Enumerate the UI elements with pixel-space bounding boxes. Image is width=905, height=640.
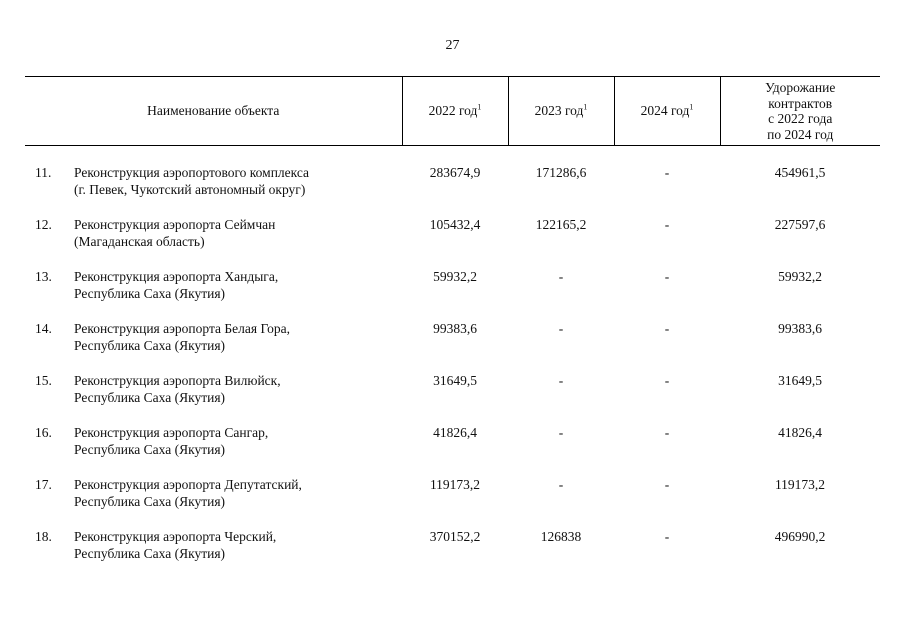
value-2023: - [558, 373, 564, 388]
value-2022: 119173,2 [429, 477, 481, 492]
row-number: 16. [35, 425, 52, 440]
header-total-line: контрактов [768, 95, 833, 111]
object-name-line: Республика Саха (Якутия) [74, 442, 226, 457]
object-name-line: Республика Саха (Якутия) [74, 286, 226, 301]
row-number: 15. [35, 373, 52, 388]
row-number: 17. [35, 477, 52, 492]
row-number: 11. [35, 165, 52, 180]
object-name-line: (Магаданская область) [74, 234, 205, 249]
table-row [25, 424, 880, 476]
object-name [74, 372, 402, 406]
header-name [25, 77, 402, 146]
value-2022: 99383,6 [433, 321, 477, 336]
object-name-line: Республика Саха (Якутия) [74, 338, 226, 353]
name-cell [25, 164, 402, 216]
header-2022-label: 2022 год [428, 103, 478, 118]
table-body [25, 146, 880, 581]
name-cell [25, 476, 402, 528]
object-name-line: Реконструкция аэропорта Черский, [74, 529, 277, 544]
value-total: 496990,2 [774, 529, 826, 544]
value-2023: - [558, 321, 564, 336]
name-cell [25, 424, 402, 476]
header-total-line: Удорожание [765, 80, 836, 95]
header-total-line: по 2024 год [767, 126, 834, 142]
value-2022: 105432,4 [429, 217, 481, 232]
object-name-line: Реконструкция аэропорта Белая Гора, [74, 321, 290, 336]
header-2023-label: 2023 год [534, 103, 584, 118]
value-total: 59932,2 [778, 269, 822, 284]
table-row [25, 268, 880, 320]
header-total [720, 77, 880, 146]
object-name [74, 320, 402, 354]
row-number: 18. [35, 529, 52, 544]
value-total: 227597,6 [774, 217, 826, 232]
table-row [25, 372, 880, 424]
header-total-line: с 2022 года [768, 111, 833, 126]
row-number: 13. [35, 269, 52, 284]
header-2024-label: 2024 год [640, 103, 690, 118]
header-2022 [402, 77, 508, 146]
header-row [25, 77, 880, 146]
object-name-line: Реконструкция аэропорта Вилюйск, [74, 373, 281, 388]
value-total: 41826,4 [778, 425, 822, 440]
table-row [25, 320, 880, 372]
footnote-mark: 1 [689, 102, 694, 112]
value-2022: 283674,9 [429, 165, 481, 180]
value-total: 119173,2 [774, 477, 826, 492]
object-name-line: (г. Певек, Чукотский автономный округ) [74, 182, 306, 197]
object-name [74, 424, 402, 458]
object-name [74, 528, 402, 562]
object-name-line: Реконструкция аэропорта Депутатский, [74, 477, 302, 492]
object-name [74, 268, 402, 302]
table-header [25, 77, 880, 146]
object-name-line: Реконструкция аэропорта Сеймчан [74, 217, 276, 232]
object-name-line: Республика Саха (Якутия) [74, 494, 226, 509]
row-number: 12. [35, 217, 52, 232]
value-total: 454961,5 [774, 165, 826, 180]
header-2024 [614, 77, 720, 146]
name-cell [25, 216, 402, 268]
name-cell [25, 268, 402, 320]
footnote-mark: 1 [583, 102, 588, 112]
table-row [25, 164, 880, 216]
value-total: 31649,5 [778, 373, 822, 388]
table-row [25, 216, 880, 268]
value-2022: 41826,4 [433, 425, 477, 440]
contracts-table [25, 76, 880, 580]
value-2023: 126838 [540, 529, 582, 544]
object-name-line: Реконструкция аэропортового комплекса [74, 165, 310, 180]
value-2024: - [664, 217, 670, 232]
table-row [25, 528, 880, 580]
value-2024: - [664, 425, 670, 440]
value-2023: - [558, 269, 564, 284]
value-2023: 171286,6 [535, 165, 587, 180]
value-2024: - [664, 373, 670, 388]
object-name [74, 476, 402, 510]
page-number: 27 [445, 38, 460, 53]
value-2024: - [664, 477, 670, 492]
value-2024: - [664, 165, 670, 180]
object-name-line: Республика Саха (Якутия) [74, 390, 226, 405]
value-2023: - [558, 477, 564, 492]
table-row [25, 476, 880, 528]
value-2023: 122165,2 [535, 217, 587, 232]
object-name-line: Республика Саха (Якутия) [74, 546, 226, 561]
object-name-line: Реконструкция аэропорта Сангар, [74, 425, 269, 440]
name-cell [25, 320, 402, 372]
footnote-mark: 1 [477, 102, 482, 112]
value-2024: - [664, 529, 670, 544]
object-name [74, 164, 402, 198]
value-2022: 370152,2 [429, 529, 481, 544]
row-number: 14. [35, 321, 52, 336]
header-name-label: Наименование объекта [147, 103, 280, 118]
name-cell [25, 528, 402, 580]
value-2022: 31649,5 [433, 373, 477, 388]
object-name-line: Реконструкция аэропорта Хандыга, [74, 269, 279, 284]
name-cell [25, 372, 402, 424]
value-total: 99383,6 [778, 321, 822, 336]
header-2023 [508, 77, 614, 146]
object-name [74, 216, 402, 250]
value-2022: 59932,2 [433, 269, 477, 284]
value-2023: - [558, 425, 564, 440]
value-2024: - [664, 321, 670, 336]
value-2024: - [664, 269, 670, 284]
